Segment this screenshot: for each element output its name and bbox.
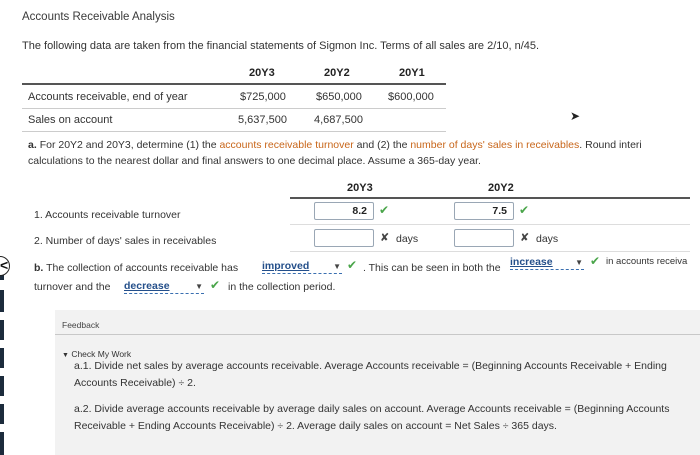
turnover-direction-select[interactable] xyxy=(510,256,584,270)
question-a-line1 xyxy=(28,139,642,151)
table-header-20y1: 20Y1 xyxy=(399,67,425,79)
x-icon: ✘ xyxy=(380,232,390,244)
row-label-sales: Sales on account xyxy=(28,114,113,126)
answer-header-20y2: 20Y2 xyxy=(488,182,514,194)
sidebar-segment xyxy=(0,348,4,368)
cell-sales-20y3: 5,637,500 xyxy=(238,114,287,126)
question-a-text3: . Round interi xyxy=(579,139,642,151)
sidebar-segment xyxy=(0,376,4,396)
collection-trend-select[interactable] xyxy=(262,260,342,274)
feedback-a2 xyxy=(74,401,669,435)
feedback-rule xyxy=(55,334,700,335)
x-icon: ✘ xyxy=(520,232,530,244)
check-icon: ✔ xyxy=(210,278,221,292)
answer-row-rule xyxy=(290,224,690,225)
feedback-a2-line1: a.2. Divide average accounts receivable by average daily sales on account. Average Accounts receivable = (Beginning Accounts xyxy=(74,403,670,415)
dropdown-arrow-icon: ▼ xyxy=(333,262,341,271)
chevron-left-icon[interactable]: < xyxy=(0,257,9,273)
page-title: Accounts Receivable Analysis xyxy=(22,11,175,23)
question-b-line2-text2: in the collection period. xyxy=(228,281,336,293)
triangle-down-icon: ▼ xyxy=(62,352,69,359)
days-unit-20y3: days xyxy=(396,233,419,245)
question-a-text1: For 20Y2 and 20Y3, determine (1) the xyxy=(39,139,220,151)
dropdown-arrow-icon: ▼ xyxy=(575,258,583,267)
question-b-text2: . This can be seen in both the xyxy=(363,262,501,274)
sidebar-segment xyxy=(0,320,4,340)
collection-period-value: decrease xyxy=(124,280,170,292)
question-a-line2: calculations to the nearest dollar and final answers to one decimal place. Assume a 365-day year. xyxy=(28,155,481,167)
term-ar-turnover[interactable]: accounts receivable turnover xyxy=(219,139,354,151)
check-icon: ✔ xyxy=(379,203,390,217)
turnover-20y3-input[interactable]: 8.2 xyxy=(314,202,374,220)
table-header-20y3: 20Y3 xyxy=(249,67,275,79)
answer-row-days-label: 2. Number of days' sales in receivables xyxy=(34,235,217,247)
table-rule-mid xyxy=(22,108,446,109)
feedback-label: Feedback xyxy=(62,320,100,330)
feedback-a1 xyxy=(74,358,667,392)
days-unit-20y2: days xyxy=(536,233,559,245)
check-icon: ✔ xyxy=(590,254,601,268)
turnover-20y2-input[interactable]: 7.5 xyxy=(454,202,514,220)
mouse-cursor-icon: ➤ xyxy=(570,109,581,123)
turnover-direction-value: increase xyxy=(510,256,553,268)
question-b-text1: The collection of accounts receivable has xyxy=(46,262,239,274)
feedback-a1-line2: Accounts Receivable) ÷ 2. xyxy=(74,377,196,389)
sidebar-segment xyxy=(0,404,4,424)
check-icon: ✔ xyxy=(519,203,530,217)
feedback-a1-line1: a.1. Divide net sales by average accounts receivable. Average Accounts receivable = (Beginning Accounts Receivable + Ending xyxy=(74,360,667,372)
answer-header-rule xyxy=(290,197,690,199)
answer-header-20y3: 20Y3 xyxy=(347,182,373,194)
question-b-line1-start xyxy=(34,262,238,274)
intro-text: The following data are taken from the financial statements of Sigmon Inc. Terms of all sales are 2/10, n/45. xyxy=(22,40,540,52)
cell-ar-20y3: $725,000 xyxy=(240,91,286,103)
feedback-a2-line2: Receivable + Ending Accounts Receivable) ÷ 2. Average daily sales on account = Net Sales ÷ 365 days. xyxy=(74,420,557,432)
table-rule-bottom xyxy=(22,131,446,132)
left-sidebar xyxy=(0,0,5,455)
answer-row-rule xyxy=(290,251,690,252)
check-icon: ✔ xyxy=(347,258,358,272)
days-20y2-input[interactable] xyxy=(454,229,514,247)
cell-ar-20y2: $650,000 xyxy=(316,91,362,103)
check-my-work-label: Check My Work xyxy=(71,349,132,359)
question-b-prefix: b. xyxy=(34,262,44,274)
answer-row-turnover-label: 1. Accounts receivable turnover xyxy=(34,209,181,221)
cell-ar-20y1: $600,000 xyxy=(388,91,434,103)
row-label-ar: Accounts receivable, end of year xyxy=(28,91,188,103)
table-rule-top xyxy=(22,83,446,85)
collection-trend-value: improved xyxy=(262,260,310,272)
sidebar-segment xyxy=(0,290,4,312)
question-a-text2: and (2) the xyxy=(353,139,411,151)
term-days-sales[interactable]: number of days' sales in receivables xyxy=(410,139,580,151)
table-header-20y2: 20Y2 xyxy=(324,67,350,79)
days-20y3-input[interactable] xyxy=(314,229,374,247)
question-a-prefix: a. xyxy=(28,139,37,151)
cell-sales-20y2: 4,687,500 xyxy=(314,114,363,126)
question-b-line2-text1: turnover and the xyxy=(34,281,111,293)
sidebar-segment xyxy=(0,432,4,455)
dropdown-arrow-icon: ▼ xyxy=(195,282,203,291)
collection-period-select[interactable] xyxy=(124,280,204,294)
question-b-text3: in accounts receiva xyxy=(606,256,688,267)
